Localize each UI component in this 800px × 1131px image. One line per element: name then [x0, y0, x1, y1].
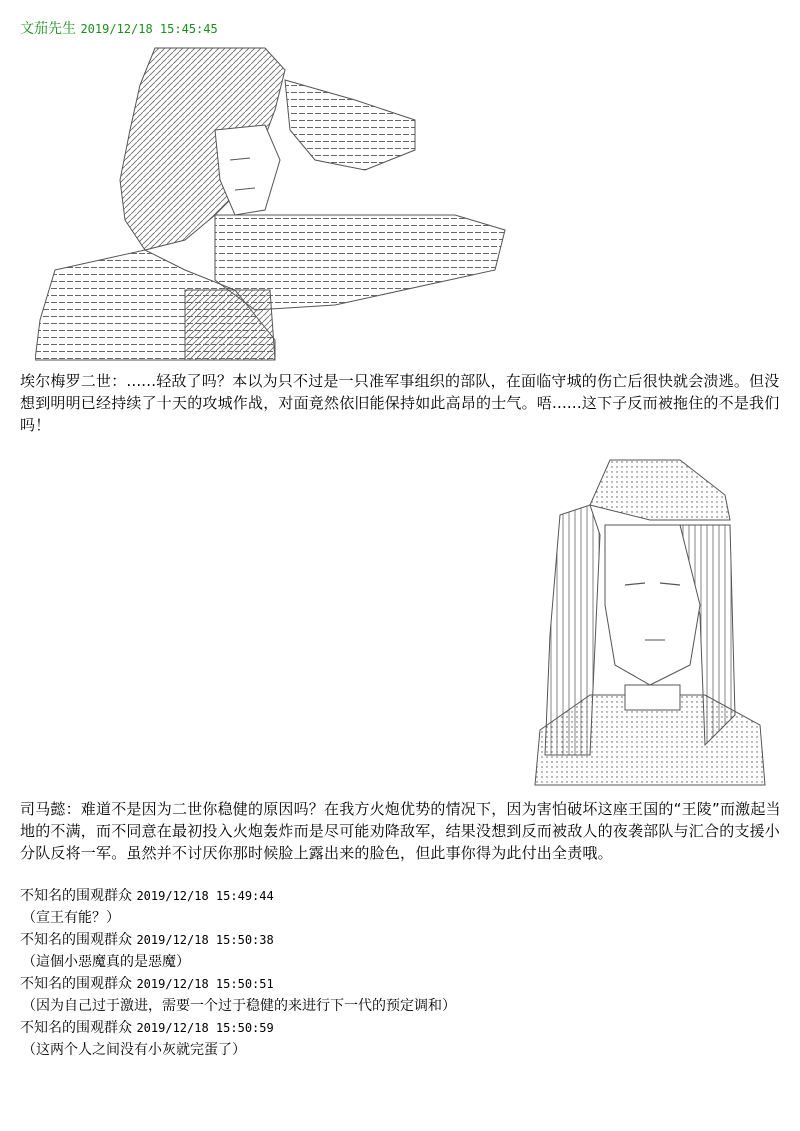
helmeted-soldier-art-svg	[35, 40, 515, 365]
long-haired-figure-art-svg	[530, 455, 770, 790]
comment-text: （这两个人之间没有小灰就完蛋了）	[22, 1042, 246, 1058]
comment-item	[20, 929, 780, 973]
helmeted-soldier-art	[35, 40, 515, 365]
comment-header	[20, 1017, 780, 1039]
comment-list	[20, 885, 780, 1061]
comment-item	[20, 973, 780, 1017]
scene1-dialogue: 埃尔梅罗二世：......轻敌了吗？本以为只不过是一只准军事组织的部队，在面临守城的伤亡后很快就会溃逃。但没想到明明已经持续了十天的攻城作战，对面竟然依旧能保持如此高昂的士气。唔......这下子反而被拖住的不是我们吗！	[20, 372, 780, 434]
comment-timestamp: 2019/12/18 15:50:38	[136, 933, 274, 947]
long-haired-figure-art	[530, 455, 770, 790]
comment-author: 不知名的围观群众	[20, 932, 132, 948]
comment-author: 不知名的围观群众	[20, 1020, 132, 1036]
comment-item	[20, 1017, 780, 1061]
comment-text: （宣王有能？）	[22, 910, 120, 926]
comment-timestamp: 2019/12/18 15:50:59	[136, 1021, 274, 1035]
comment-text: （因为自己过于激进，需要一个过于稳健的来进行下一代的预定调和）	[22, 998, 456, 1014]
comment-text: （這個小惡魔真的是惡魔）	[22, 954, 190, 970]
comment-header	[20, 929, 780, 951]
comment-timestamp: 2019/12/18 15:50:51	[136, 977, 274, 991]
post-header	[20, 20, 218, 38]
post-timestamp: 2019/12/18 15:45:45	[80, 22, 218, 36]
comment-header	[20, 973, 780, 995]
comment-header	[20, 885, 780, 907]
scene2-dialogue: 司马懿：难道不是因为二世你稳健的原因吗？在我方火炮优势的情况下，因为害怕破坏这座王国的“王陵”而激起当地的不满，而不同意在最初投入火炮轰炸而是尽可能劝降敌军，结果没想到反而被敌人的夜袭部队与汇合的支援小分队反将一军。虽然并不讨厌你那时候脸上露出来的脸色，但此事你得为此付出全责哦。	[20, 800, 781, 862]
comment-author: 不知名的围观群众	[20, 976, 132, 992]
post-author: 文茄先生	[20, 21, 76, 37]
comment-timestamp: 2019/12/18 15:49:44	[136, 889, 274, 903]
comment-author: 不知名的围观群众	[20, 888, 132, 904]
comment-item	[20, 885, 780, 929]
